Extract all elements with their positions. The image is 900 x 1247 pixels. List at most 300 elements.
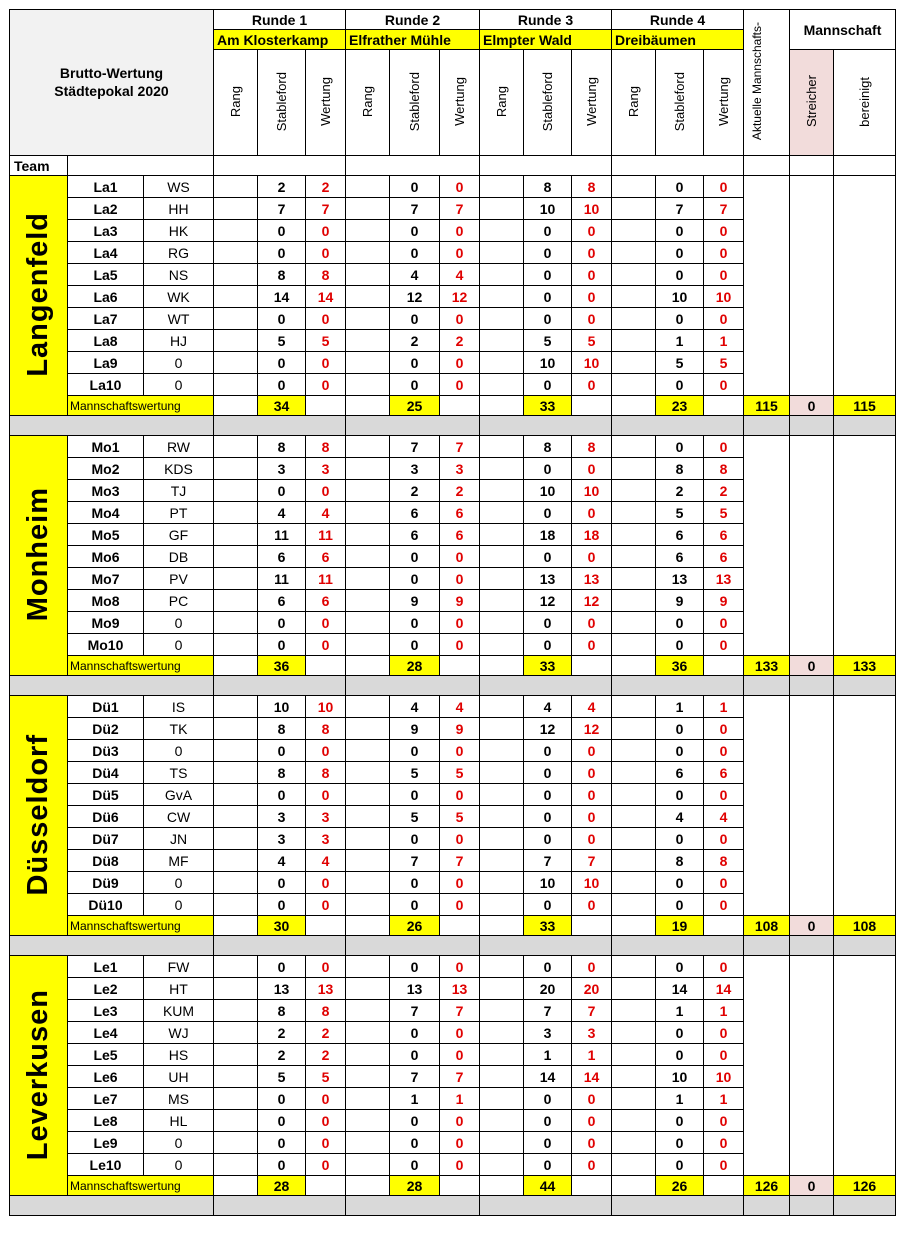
player-id: La8 [68, 330, 144, 352]
stableford-cell: 5 [656, 352, 704, 374]
rang-cell [214, 916, 258, 936]
wertung-cell: 4 [704, 806, 744, 828]
separator-cell [790, 1196, 834, 1216]
stableford-cell: 20 [524, 978, 572, 1000]
wertung-cell: 6 [306, 590, 346, 612]
rang-cell [214, 828, 258, 850]
rang-cell [346, 612, 390, 634]
wertung-cell [440, 1176, 480, 1196]
separator-cell [612, 416, 744, 436]
team-total-label: Mannschaftswertung [68, 656, 214, 676]
stableford-cell: 0 [524, 806, 572, 828]
player-initials: 0 [144, 740, 214, 762]
rang-cell [214, 396, 258, 416]
wertung-header [704, 50, 744, 156]
rang-cell [480, 1066, 524, 1088]
rang-cell [612, 1110, 656, 1132]
rang-cell [480, 546, 524, 568]
rang-cell [612, 352, 656, 374]
stableford-cell: 8 [258, 1000, 306, 1022]
player-id: Le5 [68, 1044, 144, 1066]
stableford-cell: 0 [390, 242, 440, 264]
rang-cell [480, 1044, 524, 1066]
rang-cell [612, 458, 656, 480]
player-row [10, 436, 896, 458]
wertung-cell: 14 [306, 286, 346, 308]
title-line-2: Städtepokal 2020 [54, 82, 169, 99]
wertung-cell: 0 [704, 634, 744, 656]
rang-cell [612, 308, 656, 330]
stableford-cell: 0 [524, 1110, 572, 1132]
stableford-cell: 2 [390, 330, 440, 352]
round-total: 25 [390, 396, 440, 416]
rang-cell [214, 590, 258, 612]
wertung-cell: 3 [572, 1022, 612, 1044]
stableford-cell: 0 [524, 458, 572, 480]
rang-cell [346, 916, 390, 936]
rang-cell [480, 1088, 524, 1110]
rang-cell [480, 176, 524, 198]
rang-cell [612, 374, 656, 396]
wertung-cell: 1 [572, 1044, 612, 1066]
rang-cell [214, 872, 258, 894]
rang-cell [214, 1044, 258, 1066]
stableford-cell: 0 [524, 894, 572, 916]
wertung-cell: 5 [704, 352, 744, 374]
rang-cell [480, 502, 524, 524]
stableford-cell: 0 [258, 480, 306, 502]
stableford-cell: 5 [390, 806, 440, 828]
stableford-cell: 0 [390, 740, 440, 762]
rang-cell [480, 806, 524, 828]
stableford-cell: 0 [390, 1044, 440, 1066]
team-name: Leverkusen [22, 988, 54, 1161]
wertung-cell: 9 [440, 590, 480, 612]
streicher-total: 0 [790, 1176, 834, 1196]
rang-cell [612, 956, 656, 978]
mannschaft-header: Mannschaft [790, 10, 896, 50]
wertung-cell: 5 [704, 502, 744, 524]
rang-cell [612, 740, 656, 762]
rang-cell [480, 956, 524, 978]
wertung-cell: 12 [572, 590, 612, 612]
wertung-cell: 0 [572, 828, 612, 850]
player-initials: MS [144, 1088, 214, 1110]
round-total: 28 [390, 656, 440, 676]
wertung-cell: 5 [440, 762, 480, 784]
wertung-cell [572, 656, 612, 676]
stableford-cell: 0 [656, 1110, 704, 1132]
rang-cell [346, 286, 390, 308]
wertung-cell: 0 [440, 740, 480, 762]
rang-cell [346, 1044, 390, 1066]
stableford-cell: 0 [390, 784, 440, 806]
player-id: La4 [68, 242, 144, 264]
wertung-cell: 7 [440, 1066, 480, 1088]
stableford-cell: 0 [258, 956, 306, 978]
bereinigt-label: bereinigt [857, 76, 872, 127]
rang-cell [480, 718, 524, 740]
separator-cell [744, 1196, 790, 1216]
rang-cell [214, 978, 258, 1000]
stableford-cell: 0 [524, 828, 572, 850]
team-name-cell [10, 436, 68, 676]
wertung-cell: 4 [306, 850, 346, 872]
wertung-cell: 6 [440, 524, 480, 546]
player-initials: PV [144, 568, 214, 590]
player-id: Le9 [68, 1132, 144, 1154]
stableford-cell: 0 [656, 1132, 704, 1154]
bereinigt-total: 133 [834, 656, 896, 676]
stableford-header-label: Stableford [407, 71, 422, 132]
stableford-cell: 18 [524, 524, 572, 546]
wertung-cell: 12 [440, 286, 480, 308]
player-initials: CW [144, 806, 214, 828]
stableford-cell: 0 [524, 502, 572, 524]
player-initials: HT [144, 978, 214, 1000]
wertung-cell: 8 [306, 264, 346, 286]
player-initials: 0 [144, 1132, 214, 1154]
rang-cell [480, 740, 524, 762]
stableford-cell: 0 [258, 894, 306, 916]
stableford-cell: 0 [258, 740, 306, 762]
wertung-cell: 6 [440, 502, 480, 524]
player-initials: 0 [144, 612, 214, 634]
wertung-cell: 1 [704, 696, 744, 718]
aktuelle-total: 133 [744, 656, 790, 676]
rang-cell [480, 220, 524, 242]
wertung-cell: 0 [306, 242, 346, 264]
stableford-cell: 0 [656, 374, 704, 396]
separator-cell [214, 936, 346, 956]
wertung-cell [704, 656, 744, 676]
wertung-cell: 0 [704, 612, 744, 634]
team-name-cell [10, 696, 68, 936]
rang-cell [480, 828, 524, 850]
streicher-total: 0 [790, 916, 834, 936]
wertung-cell: 0 [440, 1110, 480, 1132]
stableford-cell: 0 [656, 220, 704, 242]
team-total-label: Mannschaftswertung [68, 916, 214, 936]
rang-cell [346, 634, 390, 656]
stableford-cell: 0 [258, 612, 306, 634]
stableford-cell: 10 [524, 872, 572, 894]
bereinigt-cell [834, 956, 896, 1176]
player-id: Mo7 [68, 568, 144, 590]
wertung-cell: 0 [440, 546, 480, 568]
player-id: Le2 [68, 978, 144, 1000]
rang-cell [214, 1000, 258, 1022]
separator-cell [834, 1196, 896, 1216]
team-total-row [10, 1176, 896, 1196]
rang-cell [346, 1132, 390, 1154]
player-id: Mo8 [68, 590, 144, 612]
player-id: Le7 [68, 1088, 144, 1110]
score-table [9, 9, 896, 1216]
stableford-cell: 0 [258, 634, 306, 656]
wertung-cell: 0 [572, 762, 612, 784]
stableford-header-label: Stableford [274, 71, 289, 132]
stableford-cell: 7 [390, 850, 440, 872]
wertung-cell: 3 [306, 828, 346, 850]
wertung-cell: 0 [306, 308, 346, 330]
player-id: Le3 [68, 1000, 144, 1022]
wertung-cell: 0 [440, 568, 480, 590]
player-initials: TK [144, 718, 214, 740]
rang-cell [612, 396, 656, 416]
round-total: 28 [258, 1176, 306, 1196]
stableford-cell: 0 [656, 308, 704, 330]
stableford-cell: 2 [258, 1022, 306, 1044]
rang-cell [480, 458, 524, 480]
stableford-cell: 9 [656, 590, 704, 612]
rang-cell [480, 286, 524, 308]
rang-cell [214, 696, 258, 718]
separator-cell [790, 416, 834, 436]
stableford-cell: 12 [524, 590, 572, 612]
rang-cell [214, 524, 258, 546]
stableford-cell: 8 [656, 850, 704, 872]
wertung-cell: 0 [704, 1044, 744, 1066]
rang-cell [346, 872, 390, 894]
rang-cell [612, 436, 656, 458]
rang-cell [346, 956, 390, 978]
rang-cell [214, 352, 258, 374]
player-id: Dü8 [68, 850, 144, 872]
title-line-1: Brutto-Wertung [59, 65, 164, 81]
wertung-cell: 5 [572, 330, 612, 352]
aktuelle-total: 108 [744, 916, 790, 936]
stableford-cell: 11 [258, 524, 306, 546]
stableford-header [656, 50, 704, 156]
wertung-cell: 0 [704, 220, 744, 242]
wertung-cell: 8 [306, 718, 346, 740]
stableford-header [390, 50, 440, 156]
wertung-cell: 10 [704, 286, 744, 308]
player-id: La2 [68, 198, 144, 220]
wertung-cell: 0 [704, 176, 744, 198]
round-total: 36 [258, 656, 306, 676]
stableford-cell: 3 [258, 806, 306, 828]
wertung-cell [572, 1176, 612, 1196]
team-total-label: Mannschaftswertung [68, 396, 214, 416]
player-initials: HK [144, 220, 214, 242]
aktuelle-cell [744, 956, 790, 1176]
wertung-cell [440, 916, 480, 936]
stableford-cell: 0 [656, 1044, 704, 1066]
bereinigt-total: 115 [834, 396, 896, 416]
rang-cell [612, 718, 656, 740]
rang-cell [612, 1000, 656, 1022]
wertung-cell: 0 [572, 242, 612, 264]
rang-cell [214, 436, 258, 458]
streicher-total: 0 [790, 396, 834, 416]
wertung-cell: 0 [440, 352, 480, 374]
player-id: La9 [68, 352, 144, 374]
player-id: La3 [68, 220, 144, 242]
stableford-cell: 10 [524, 352, 572, 374]
wertung-cell: 0 [440, 242, 480, 264]
team-name: Düsseldorf [22, 733, 54, 896]
wertung-cell: 0 [572, 740, 612, 762]
player-row [10, 176, 896, 198]
stableford-cell: 0 [390, 956, 440, 978]
player-id: Dü6 [68, 806, 144, 828]
stableford-cell: 0 [390, 176, 440, 198]
rang-cell [480, 978, 524, 1000]
wertung-cell [572, 916, 612, 936]
rang-cell [346, 1066, 390, 1088]
round-total: 26 [656, 1176, 704, 1196]
wertung-header [572, 50, 612, 156]
stableford-cell: 3 [258, 458, 306, 480]
round-4-course: Dreibäumen [612, 30, 744, 50]
player-id: La5 [68, 264, 144, 286]
stableford-cell: 13 [656, 568, 704, 590]
wertung-cell: 0 [704, 1132, 744, 1154]
stableford-cell: 3 [390, 458, 440, 480]
stableford-cell: 0 [258, 374, 306, 396]
separator-cell [834, 676, 896, 696]
stableford-cell: 4 [390, 264, 440, 286]
wertung-cell: 8 [572, 436, 612, 458]
stableford-cell: 0 [656, 436, 704, 458]
round-total: 26 [390, 916, 440, 936]
rang-header [214, 50, 258, 156]
wertung-cell: 0 [572, 546, 612, 568]
rang-cell [612, 480, 656, 502]
stableford-cell: 13 [390, 978, 440, 1000]
stableford-cell: 0 [258, 872, 306, 894]
stableford-cell: 10 [656, 286, 704, 308]
wertung-cell: 0 [704, 784, 744, 806]
rang-cell [214, 458, 258, 480]
stableford-cell: 14 [656, 978, 704, 1000]
rang-cell [346, 696, 390, 718]
rang-cell [346, 894, 390, 916]
rang-cell [346, 1154, 390, 1176]
stableford-cell: 0 [524, 308, 572, 330]
wertung-cell: 14 [572, 1066, 612, 1088]
team-name-cell [10, 956, 68, 1196]
wertung-cell: 0 [572, 1154, 612, 1176]
wertung-cell [440, 396, 480, 416]
stableford-cell: 9 [390, 718, 440, 740]
player-initials: RW [144, 436, 214, 458]
stableford-cell: 4 [390, 696, 440, 718]
rang-cell [214, 1176, 258, 1196]
streicher-label: Streicher [804, 75, 819, 128]
wertung-cell: 0 [306, 374, 346, 396]
round-2-course: Elfrather Mühle [346, 30, 480, 50]
player-initials: 0 [144, 1154, 214, 1176]
stableford-cell: 9 [390, 590, 440, 612]
wertung-cell: 0 [704, 740, 744, 762]
rang-header [346, 50, 390, 156]
rang-cell [214, 242, 258, 264]
rang-cell [214, 264, 258, 286]
team-total-label: Mannschaftswertung [68, 1176, 214, 1196]
wertung-cell: 0 [306, 872, 346, 894]
stableford-cell: 8 [524, 436, 572, 458]
rang-cell [346, 1000, 390, 1022]
wertung-cell: 8 [306, 436, 346, 458]
player-initials: WJ [144, 1022, 214, 1044]
wertung-cell: 0 [572, 1088, 612, 1110]
wertung-cell: 0 [572, 612, 612, 634]
wertung-cell: 8 [306, 1000, 346, 1022]
wertung-cell [306, 916, 346, 936]
rang-cell [214, 330, 258, 352]
wertung-cell: 14 [704, 978, 744, 1000]
rang-cell [346, 590, 390, 612]
player-id: Le6 [68, 1066, 144, 1088]
aktuelle-cell [744, 436, 790, 656]
wertung-cell: 10 [572, 352, 612, 374]
separator-row [10, 416, 896, 436]
rang-cell [214, 374, 258, 396]
wertung-cell [440, 656, 480, 676]
round-4-header: Runde 4 [612, 10, 744, 30]
separator-cell [10, 936, 214, 956]
stableford-cell: 6 [390, 502, 440, 524]
wertung-cell: 0 [306, 480, 346, 502]
rang-cell [480, 696, 524, 718]
wertung-cell [306, 396, 346, 416]
separator-cell [480, 676, 612, 696]
wertung-cell: 0 [440, 956, 480, 978]
rang-cell [214, 1088, 258, 1110]
rang-cell [612, 872, 656, 894]
rang-header-label: Rang [360, 85, 375, 118]
rang-cell [346, 806, 390, 828]
rang-cell [346, 568, 390, 590]
separator-cell [834, 936, 896, 956]
player-id: Dü4 [68, 762, 144, 784]
rang-cell [480, 1154, 524, 1176]
separator-cell [10, 416, 214, 436]
player-initials: MF [144, 850, 214, 872]
separator-cell [790, 676, 834, 696]
separator-cell [214, 416, 346, 436]
wertung-cell: 0 [704, 374, 744, 396]
wertung-cell: 0 [440, 872, 480, 894]
bereinigt-total: 126 [834, 1176, 896, 1196]
rang-cell [480, 1000, 524, 1022]
player-initials: 0 [144, 634, 214, 656]
rang-cell [612, 220, 656, 242]
player-initials: DB [144, 546, 214, 568]
player-id: La7 [68, 308, 144, 330]
rang-cell [346, 762, 390, 784]
rang-cell [346, 718, 390, 740]
wertung-cell: 0 [572, 502, 612, 524]
player-row [10, 696, 896, 718]
stableford-cell: 0 [390, 374, 440, 396]
player-initials: 0 [144, 374, 214, 396]
player-initials: 0 [144, 894, 214, 916]
player-id: Mo1 [68, 436, 144, 458]
player-initials: KDS [144, 458, 214, 480]
stableford-cell: 10 [524, 198, 572, 220]
rang-cell [480, 264, 524, 286]
rang-cell [346, 242, 390, 264]
stableford-cell: 0 [656, 718, 704, 740]
rang-cell [346, 220, 390, 242]
rang-cell [480, 1132, 524, 1154]
stableford-cell: 5 [258, 330, 306, 352]
rang-cell [214, 176, 258, 198]
